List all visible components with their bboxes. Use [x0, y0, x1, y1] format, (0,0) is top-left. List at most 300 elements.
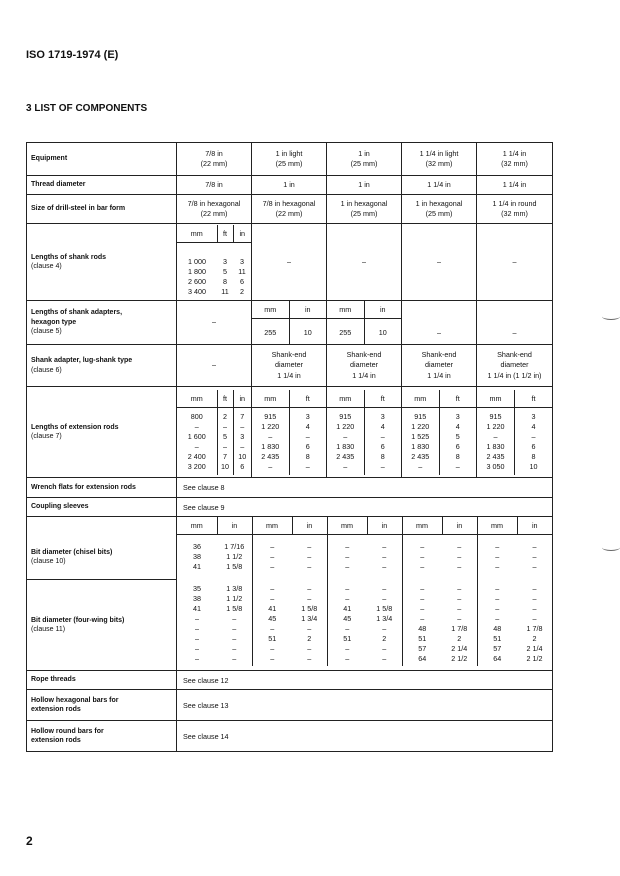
cell: – — [495, 541, 500, 551]
cell: 10 — [529, 462, 538, 471]
clause-reference: See clause 9 — [177, 498, 553, 517]
label-wrench-flats: Wrench flats for extension rods — [27, 478, 177, 498]
cell: 2 — [292, 633, 327, 643]
drill-steel-cell: 1 1/4 in round (32 mm) — [477, 195, 553, 224]
cell: 11 — [221, 287, 229, 296]
cell: 1 525 — [402, 432, 439, 442]
col-header-mm: mm — [327, 390, 364, 408]
cell: – — [367, 643, 402, 653]
dash-cell: – — [327, 224, 402, 301]
cell: 2 435 — [402, 452, 439, 462]
cell: 2 — [532, 633, 537, 643]
cell: 2 435 — [252, 452, 289, 462]
cell: 51 — [493, 633, 502, 643]
cell: 7 — [240, 412, 245, 421]
cell: 915 — [477, 407, 515, 422]
four-wing-bits-title: Bit diameter (four-wing bits) — [31, 616, 125, 624]
cell: – — [367, 535, 402, 552]
cell: 4 — [380, 422, 385, 431]
cell: 915 — [252, 407, 289, 422]
margin-mark — [602, 544, 620, 551]
equipment-cell: 7/8 in (22 mm) — [177, 143, 252, 176]
cell: – — [195, 633, 199, 643]
extension-rods-subtable — [327, 390, 401, 475]
shank-rods-title: Lengths of shank rods — [31, 253, 107, 261]
col-header-ft: ft — [217, 225, 233, 243]
cell: – — [292, 593, 327, 603]
cell: – — [402, 462, 439, 475]
cell: 3 — [455, 412, 460, 421]
label-hollow-round — [27, 721, 177, 752]
cell: – — [217, 422, 233, 432]
cell: – — [240, 442, 245, 451]
equipment-cell: 1 in (25 mm) — [327, 143, 402, 176]
cell: 915 — [402, 407, 439, 422]
cell: 1 220 — [327, 422, 364, 432]
cell: 38 — [193, 551, 201, 561]
cell: 1 7/8 — [526, 623, 543, 633]
cell: 1 7/8 — [442, 623, 477, 633]
cell: 57 — [493, 643, 502, 653]
extension-rods-clause: (clause 7) — [31, 433, 62, 440]
dash-cell: – — [177, 345, 252, 387]
thread-cell: 1 1/4 in — [477, 176, 553, 195]
shank-adapters-values — [252, 301, 327, 345]
extension-rods-values — [327, 387, 402, 478]
cell: 3 — [531, 412, 536, 421]
col-header-mm: mm — [327, 301, 364, 319]
cell: – — [420, 603, 425, 613]
chisel-bits-clause: (clause 10) — [31, 558, 66, 565]
cell: – — [442, 577, 477, 593]
cell: 5 — [223, 267, 227, 276]
cell: 64 — [418, 653, 427, 663]
row-equipment — [27, 143, 553, 176]
row-hollow-round — [27, 721, 553, 752]
cell: 51 — [268, 633, 277, 643]
lug-shank-cell: Shank-end diameter 1 1/4 in — [252, 345, 327, 387]
cell: – — [495, 583, 500, 593]
cell: 1 3/8 — [217, 577, 252, 593]
cell: – — [532, 593, 537, 603]
cell: – — [367, 593, 402, 603]
cell: – — [442, 535, 477, 552]
col-header-ft: ft — [515, 390, 553, 408]
dash-cell: – — [402, 301, 477, 345]
cell: – — [345, 643, 350, 653]
cell: – — [532, 561, 537, 571]
hollow-hex-title-2: extension rods — [31, 706, 81, 713]
cell: 915 — [327, 407, 364, 422]
col-header-in: in — [367, 517, 402, 535]
col-header-mm: mm — [402, 390, 439, 408]
col-header-in: in — [217, 517, 252, 535]
dash-cell: – — [252, 224, 327, 301]
cell: 1 830 — [252, 442, 289, 452]
cell: 4 — [455, 422, 460, 431]
cell: 1 220 — [402, 422, 439, 432]
cell: – — [292, 643, 327, 653]
col-header-mm: mm — [402, 517, 442, 535]
hollow-hex-title: Hollow hexagonal bars for — [31, 696, 119, 704]
cell: 5 — [455, 432, 460, 441]
cell: 41 — [343, 603, 352, 613]
lug-shank-cell: Shank-end diameter 1 1/4 in (1 1/2 in) — [477, 345, 553, 387]
cell: 48 — [418, 623, 427, 633]
shank-adapters-title-2: hexagon type — [31, 318, 77, 326]
cell: – — [380, 462, 385, 471]
cell: 45 — [268, 613, 277, 623]
cell: – — [292, 535, 327, 552]
cell: – — [270, 623, 275, 633]
cell: 6 — [531, 442, 536, 451]
cell: 2 1/4 — [442, 643, 477, 653]
col-header-mm: mm — [252, 390, 289, 408]
cell: – — [195, 623, 199, 633]
cell: 38 — [193, 593, 201, 603]
row-shank-adapters — [27, 301, 553, 345]
col-header-in: in — [442, 517, 477, 535]
cell: 36 — [193, 541, 201, 551]
row-shank-rods — [27, 224, 553, 301]
col-header-in: in — [233, 390, 251, 408]
cell: – — [217, 643, 252, 653]
cell: 1 5/8 — [367, 603, 402, 613]
equipment-cell: 1 1/4 in light (32 mm) — [402, 143, 477, 176]
clause-reference: See clause 14 — [177, 721, 553, 752]
extension-rods-subtable — [252, 390, 326, 475]
cell: 41 — [193, 603, 201, 613]
clause-reference: See clause 12 — [177, 671, 553, 690]
dash-cell: – — [477, 224, 553, 301]
cell: 2 435 — [327, 452, 364, 462]
col-header-in: in — [233, 225, 251, 243]
cell: 1 600 — [177, 432, 217, 442]
cell: – — [367, 653, 402, 666]
cell: – — [442, 551, 477, 561]
thread-cell: 7/8 in — [177, 176, 252, 195]
cell: – — [292, 561, 327, 571]
cell: 8 — [223, 277, 227, 286]
cell: – — [420, 583, 425, 593]
cell: 3 — [240, 257, 244, 266]
cell: – — [367, 577, 402, 593]
cell: 2 400 — [177, 452, 217, 462]
row-coupling-sleeves — [27, 498, 553, 517]
cell: – — [495, 551, 500, 561]
clause-reference: See clause 13 — [177, 690, 553, 721]
cell: 35 — [193, 583, 201, 593]
cell: 3 — [380, 412, 385, 421]
cell: 3 — [240, 432, 245, 441]
cell: – — [532, 551, 537, 561]
col-header-mm: mm — [177, 390, 217, 408]
cell: – — [420, 541, 425, 551]
row-wrench-flats — [27, 478, 553, 498]
cell: 6 — [455, 442, 460, 451]
cell: 2 — [367, 633, 402, 643]
cell: – — [345, 653, 350, 663]
components-table — [26, 142, 553, 752]
cell: – — [270, 583, 275, 593]
cell: – — [420, 561, 425, 571]
col-header-mm: mm — [177, 225, 217, 243]
label-drill-steel: Size of drill-steel in bar form — [27, 195, 177, 224]
document-header: ISO 1719-1974 (E) — [26, 49, 119, 61]
cell: 64 — [493, 653, 502, 663]
dash-cell: – — [477, 301, 553, 345]
cell: 51 — [343, 633, 352, 643]
cell: 1 3/4 — [292, 613, 327, 623]
col-header-in: in — [364, 301, 401, 319]
cell: 1 3/4 — [367, 613, 402, 623]
cell: – — [270, 561, 275, 571]
cell: – — [345, 623, 350, 633]
equipment-cell: 1 in light (25 mm) — [252, 143, 327, 176]
four-wing-bits-clause: (clause 11) — [31, 626, 66, 633]
cell: – — [345, 593, 350, 603]
extension-rods-values — [477, 387, 553, 478]
cell: 5 — [217, 432, 233, 442]
label-equipment: Equipment — [27, 143, 177, 176]
extension-rods-values — [177, 387, 252, 478]
cell: 1 7/16 — [217, 535, 252, 552]
cell: 2 1/4 — [526, 643, 543, 653]
col-header-mm: mm — [252, 517, 292, 535]
thread-cell: 1 in — [252, 176, 327, 195]
cell: – — [345, 561, 350, 571]
extension-rods-values — [402, 387, 477, 478]
col-header-ft: ft — [217, 390, 233, 408]
cell: 7 — [217, 452, 233, 462]
cell: 4 — [531, 422, 536, 431]
bit-diameter-subtable — [177, 517, 552, 666]
lug-shank-title: Shank adapter, lug-shank type — [31, 357, 133, 365]
row-drill-steel — [27, 195, 553, 224]
extension-rods-values — [252, 387, 327, 478]
col-header-mm: mm — [327, 517, 367, 535]
cell: 255 — [252, 319, 289, 345]
col-header-mm: mm — [252, 301, 289, 319]
extension-rods-subtable — [477, 390, 552, 475]
cell: – — [495, 593, 500, 603]
cell: 3 400 — [188, 287, 206, 296]
cell: 1 800 — [188, 267, 206, 276]
cell: – — [270, 593, 275, 603]
cell: – — [367, 551, 402, 561]
thread-cell: 1 1/4 in — [402, 176, 477, 195]
cell: – — [217, 623, 252, 633]
cell: – — [177, 442, 217, 452]
cell: – — [270, 551, 275, 561]
cell: 10 — [238, 452, 247, 461]
label-extension-rods — [27, 387, 177, 478]
cell: 255 — [327, 319, 364, 345]
row-thread — [27, 176, 553, 195]
col-header-ft: ft — [439, 390, 476, 408]
cell: 1 830 — [327, 442, 364, 452]
cell: – — [495, 603, 500, 613]
cell: 1 5/8 — [217, 561, 252, 571]
cell: – — [252, 462, 289, 475]
bit-diameter-values — [177, 517, 553, 671]
col-header-ft: ft — [289, 390, 326, 408]
cell: 3 200 — [177, 462, 217, 475]
cell: 1 1/2 — [217, 593, 252, 603]
drill-steel-cell: 1 in hexagonal (25 mm) — [327, 195, 402, 224]
cell: – — [345, 583, 350, 593]
cell: – — [252, 432, 289, 442]
cell: – — [495, 613, 500, 623]
cell: – — [442, 603, 477, 613]
cell: 10 — [303, 327, 312, 337]
cell: – — [532, 583, 537, 593]
equipment-cell: 1 1/4 in (32 mm) — [477, 143, 553, 176]
cell: 6 — [380, 442, 385, 451]
label-bit-diameters — [27, 517, 177, 671]
row-lug-shank — [27, 345, 553, 387]
cell: – — [195, 653, 199, 663]
cell: 57 — [418, 643, 427, 653]
cell: – — [177, 422, 217, 432]
drill-steel-cell: 1 in hexagonal (25 mm) — [402, 195, 477, 224]
col-header-in: in — [292, 517, 327, 535]
label-coupling-sleeves: Coupling sleeves — [27, 498, 177, 517]
shank-adapters-clause: (clause 5) — [31, 328, 62, 336]
cell: 4 — [305, 422, 310, 431]
cell: 2 1/2 — [442, 653, 477, 666]
col-header-mm: mm — [477, 517, 517, 535]
dash-cell: – — [402, 224, 477, 301]
cell: – — [217, 653, 252, 666]
cell: 41 — [193, 561, 201, 571]
cell: 48 — [493, 623, 502, 633]
shank-rods-subtable — [177, 225, 251, 300]
cell: – — [442, 561, 477, 571]
label-shank-adapters — [27, 301, 177, 345]
cell: – — [270, 653, 275, 663]
cell: 1 830 — [402, 442, 439, 452]
label-shank-rods — [27, 224, 177, 301]
cell: – — [292, 653, 327, 666]
cell: – — [477, 432, 515, 442]
cell: – — [292, 551, 327, 561]
cell: 8 — [455, 452, 460, 461]
extension-rods-subtable — [402, 390, 476, 475]
margin-mark — [602, 313, 620, 320]
cell: – — [367, 623, 402, 633]
clause-reference: See clause 8 — [177, 478, 553, 498]
cell: 6 — [305, 442, 310, 451]
cell: 51 — [418, 633, 427, 643]
cell: 11 — [238, 267, 246, 276]
col-header-ft: ft — [364, 390, 401, 408]
cell: 1 5/8 — [217, 603, 252, 613]
cell: – — [532, 613, 537, 623]
hollow-round-title: Hollow round bars for — [31, 727, 104, 735]
chisel-bits-title: Bit diameter (chisel bits) — [31, 548, 113, 556]
cell: – — [305, 432, 310, 441]
cell: 2 — [442, 633, 477, 643]
cell: 1 000 — [188, 257, 206, 266]
cell: – — [195, 643, 199, 653]
cell: 3 — [223, 257, 227, 266]
cell: – — [292, 577, 327, 593]
cell: – — [292, 623, 327, 633]
cell: – — [367, 561, 402, 571]
cell: – — [345, 551, 350, 561]
cell: – — [442, 613, 477, 623]
row-extension-rods — [27, 387, 553, 478]
dash-cell: – — [177, 301, 252, 345]
cell: 8 — [380, 452, 385, 461]
lug-shank-cell: Shank-end diameter 1 1/4 in — [327, 345, 402, 387]
cell: – — [327, 462, 364, 475]
cell: – — [217, 633, 252, 643]
drill-steel-cell: 7/8 in hexagonal (22 mm) — [177, 195, 252, 224]
cell: 800 — [177, 407, 217, 422]
cell: 2 — [217, 407, 233, 422]
shank-adapters-subtable — [327, 301, 401, 344]
cell: 2 600 — [188, 277, 206, 286]
cell: 1 220 — [477, 422, 515, 432]
page-number: 2 — [26, 834, 33, 848]
shank-rods-values — [177, 224, 252, 301]
cell: – — [270, 643, 275, 653]
cell: – — [532, 541, 537, 551]
cell: – — [345, 541, 350, 551]
shank-rods-clause: (clause 4) — [31, 263, 62, 270]
drill-steel-cell: 7/8 in hexagonal (22 mm) — [252, 195, 327, 224]
cell: 1 1/2 — [217, 551, 252, 561]
cell: – — [327, 432, 364, 442]
col-header-mm: mm — [177, 517, 217, 535]
row-bit-diameters — [27, 517, 553, 671]
cell: – — [420, 551, 425, 561]
col-header-in: in — [517, 517, 552, 535]
label-hollow-hexagonal — [27, 690, 177, 721]
lug-shank-cell: Shank-end diameter 1 1/4 in — [402, 345, 477, 387]
extension-rods-subtable — [177, 390, 251, 475]
cell: – — [532, 603, 537, 613]
label-lug-shank — [27, 345, 177, 387]
col-header-mm: mm — [477, 390, 515, 408]
cell: 2 435 — [477, 452, 515, 462]
label-rope-threads: Rope threads — [27, 671, 177, 690]
thread-cell: 1 in — [327, 176, 402, 195]
row-hollow-hexagonal — [27, 690, 553, 721]
cell: – — [420, 593, 425, 603]
cell: – — [305, 462, 310, 471]
col-header-in: in — [289, 301, 326, 319]
cell: – — [442, 593, 477, 603]
row-rope-threads — [27, 671, 553, 690]
cell: 1 830 — [477, 442, 515, 452]
cell: 10 — [378, 327, 387, 337]
shank-adapters-subtable — [252, 301, 326, 344]
cell: 1 5/8 — [292, 603, 327, 613]
cell: 6 — [240, 277, 244, 286]
cell: 45 — [343, 613, 352, 623]
cell: – — [531, 432, 536, 441]
cell: – — [217, 442, 233, 452]
label-thread: Thread diameter — [27, 176, 177, 195]
cell: 2 1/2 — [526, 653, 543, 663]
lug-shank-clause: (clause 6) — [31, 366, 62, 374]
cell: – — [217, 613, 252, 623]
shank-adapters-values — [327, 301, 402, 345]
cell: – — [495, 561, 500, 571]
